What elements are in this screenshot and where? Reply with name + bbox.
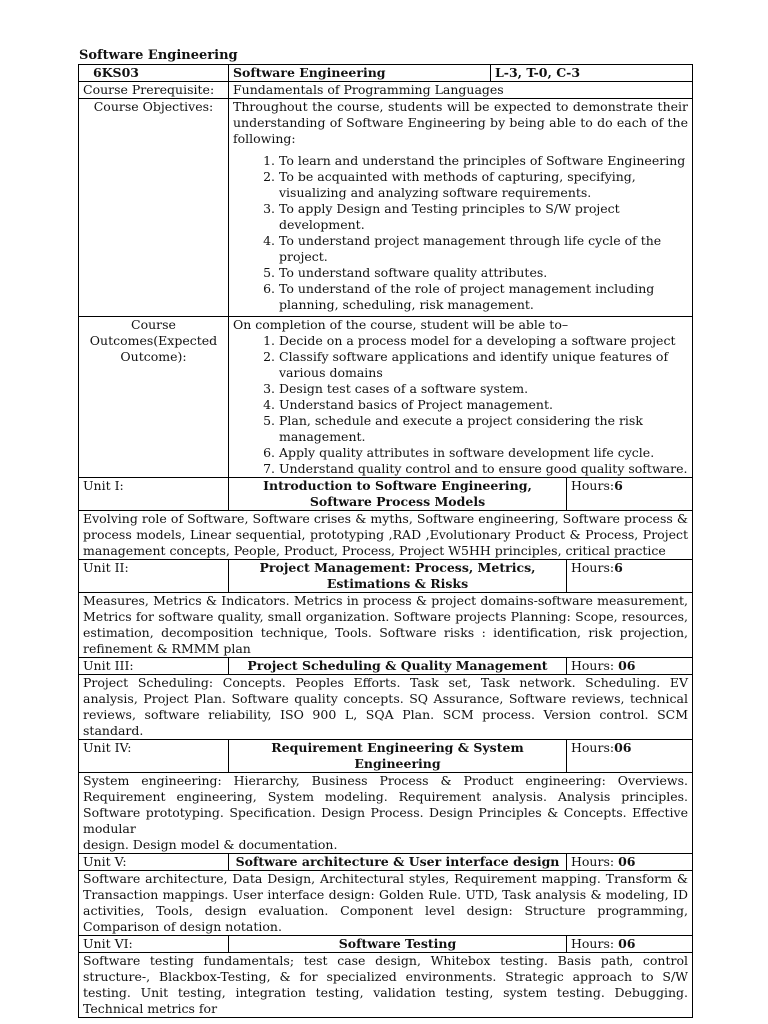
hours-label: Hours:	[571, 478, 615, 493]
unit-title: Project Management: Process, Metrics, Estimations & Risks	[229, 560, 567, 593]
outcome-item: 5. Plan, schedule and execute a project considering the risk management.	[279, 413, 688, 445]
unit-title: Software architecture & User interface design	[229, 854, 567, 871]
outcome-item: 3. Design test cases of a software system.	[279, 381, 688, 397]
objective-item: 2. To be acquainted with methods of capturing, specifying, visualizing and analyzing software requirements.	[279, 169, 688, 201]
unit-hours	[567, 658, 693, 675]
unit-content: Project Scheduling: Concepts. Peoples Efforts. Task set, Task network. Scheduling. EV analysis, Project Plan. Software quality concepts. SQ Assurance, Software reviews, technical reviews, software reliability, ISO 900 L, SQA Plan. SCM process. Version control. SCM standard.	[79, 675, 693, 740]
objective-item: 3. To apply Design and Testing principles to S/W project development.	[279, 201, 688, 233]
objective-item: 1. To learn and understand the principles of Software Engineering	[279, 153, 688, 169]
unit-label: Unit V:	[79, 854, 229, 871]
hours-value: 06	[618, 658, 636, 673]
course-credits: L-3, T-0, C-3	[491, 65, 693, 82]
outcomes-list	[233, 333, 688, 477]
unit-label: Unit IV:	[79, 740, 229, 773]
objectives-content	[229, 99, 693, 317]
unit-content: Measures, Metrics & Indicators. Metrics in process & project domains-software measurement, Metrics for software quality, small organization. Software projects Planning: Scope, resources, estimation, decomposition technique, Tools. Software risks : identification, risk projection, refinement & RMMM plan	[79, 593, 693, 658]
unit-hours	[567, 854, 693, 871]
outcome-item: 4. Understand basics of Project management.	[279, 397, 688, 413]
objective-item: 4. To understand project management through life cycle of the project.	[279, 233, 688, 265]
hours-label: Hours:	[571, 560, 615, 575]
outcome-item: 1. Decide on a process model for a developing a software project	[279, 333, 688, 349]
unit-title: Project Scheduling & Quality Management	[229, 658, 567, 675]
hours-value: 6	[614, 478, 623, 493]
hours-label: Hours:	[571, 658, 619, 673]
prerequisite-row	[79, 82, 693, 99]
unit-header-row	[79, 854, 693, 871]
unit-content-row	[79, 773, 693, 854]
objectives-list	[233, 153, 688, 313]
outcome-item: 7. Understand quality control and to ensure good quality software.	[279, 461, 688, 477]
unit-hours	[567, 478, 693, 511]
unit-hours	[567, 740, 693, 773]
unit-label: Unit I:	[79, 478, 229, 511]
unit-header-row	[79, 740, 693, 773]
hours-label: Hours:	[571, 854, 619, 869]
outcomes-label: Course Outcomes(Expected Outcome):	[79, 317, 229, 478]
unit-content: Software architecture, Data Design, Architectural styles, Requirement mapping. Transform & Transaction mappings. User interface design: Golden Rule. UTD, Task analysis & modeling, ID activities, Tools, design evaluation. Component level design: Structure programming, Comparison of design notation.	[79, 871, 693, 936]
course-name: Software Engineering	[229, 65, 491, 82]
outcomes-content	[229, 317, 693, 478]
unit-title: Software Testing	[229, 936, 567, 953]
unit-label: Unit II:	[79, 560, 229, 593]
unit-hours	[567, 560, 693, 593]
outcomes-row	[79, 317, 693, 478]
objectives-row	[79, 99, 693, 317]
hours-value: 06	[618, 854, 636, 869]
hours-value: 06	[618, 936, 636, 951]
hours-label: Hours:	[571, 936, 619, 951]
unit-label: Unit III:	[79, 658, 229, 675]
hours-label: Hours:	[571, 740, 615, 755]
unit-content-row	[79, 675, 693, 740]
unit-hours	[567, 936, 693, 953]
unit-header-row	[79, 658, 693, 675]
prerequisite-value: Fundamentals of Programming Languages	[229, 82, 693, 99]
unit-content-row	[79, 871, 693, 936]
syllabus-table	[78, 64, 693, 1018]
unit-content	[79, 773, 693, 854]
unit-title: Requirement Engineering & System Engineering	[229, 740, 567, 773]
outcome-item: 6. Apply quality attributes in software development life cycle.	[279, 445, 688, 461]
unit-content-text: design. Design model & documentation.	[83, 837, 338, 852]
unit-label: Unit VI:	[79, 936, 229, 953]
unit-title: Introduction to Software Engineering, Software Process Models	[229, 478, 567, 511]
unit-content: Evolving role of Software, Software crises & myths, Software engineering, Software process & process models, Linear sequential, prototyping ,RAD ,Evolutionary Product & Process, Project management concepts, People, Product, Process, Project W5HH principles, critical practice	[79, 511, 693, 560]
outcomes-intro: On completion of the course, student will be able to–	[233, 317, 569, 332]
unit-header-row	[79, 478, 693, 511]
unit-content-text: System engineering: Hierarchy, Business Process & Product engineering: Overviews. Requirement engineering, System modeling. Requirement analysis. Analysis principles. Software prototyping. Specification. Design Process. Design Principles & Concepts. Effective modular	[83, 773, 689, 836]
unit-content: Software testing fundamentals; test case design, Whitebox testing. Basis path, control structure-, Blackbox-Testing, & for specialized environments. Strategic approach to S/W testing. Unit testing, integration testing, validation testing, system testing. Debugging. Technical metrics for	[79, 953, 693, 1018]
course-header-row	[79, 65, 693, 82]
hours-value: 06	[614, 740, 632, 755]
document-title: Software Engineering	[79, 48, 238, 63]
unit-content-row	[79, 953, 693, 1018]
objectives-label: Course Objectives:	[79, 99, 229, 317]
prerequisite-label: Course Prerequisite:	[79, 82, 229, 99]
unit-header-row	[79, 560, 693, 593]
unit-content-row	[79, 511, 693, 560]
unit-content-row	[79, 593, 693, 658]
unit-header-row	[79, 936, 693, 953]
hours-value: 6	[614, 560, 623, 575]
objectives-intro: Throughout the course, students will be expected to demonstrate their understanding of Software Engineering by being able to do each of the following:	[233, 99, 689, 146]
outcome-item: 2. Classify software applications and identify unique features of various domains	[279, 349, 688, 381]
course-code: 6KS03	[79, 65, 229, 82]
objective-item: 6. To understand of the role of project management including planning, scheduling, risk management.	[279, 281, 688, 313]
objective-item: 5. To understand software quality attributes.	[279, 265, 688, 281]
